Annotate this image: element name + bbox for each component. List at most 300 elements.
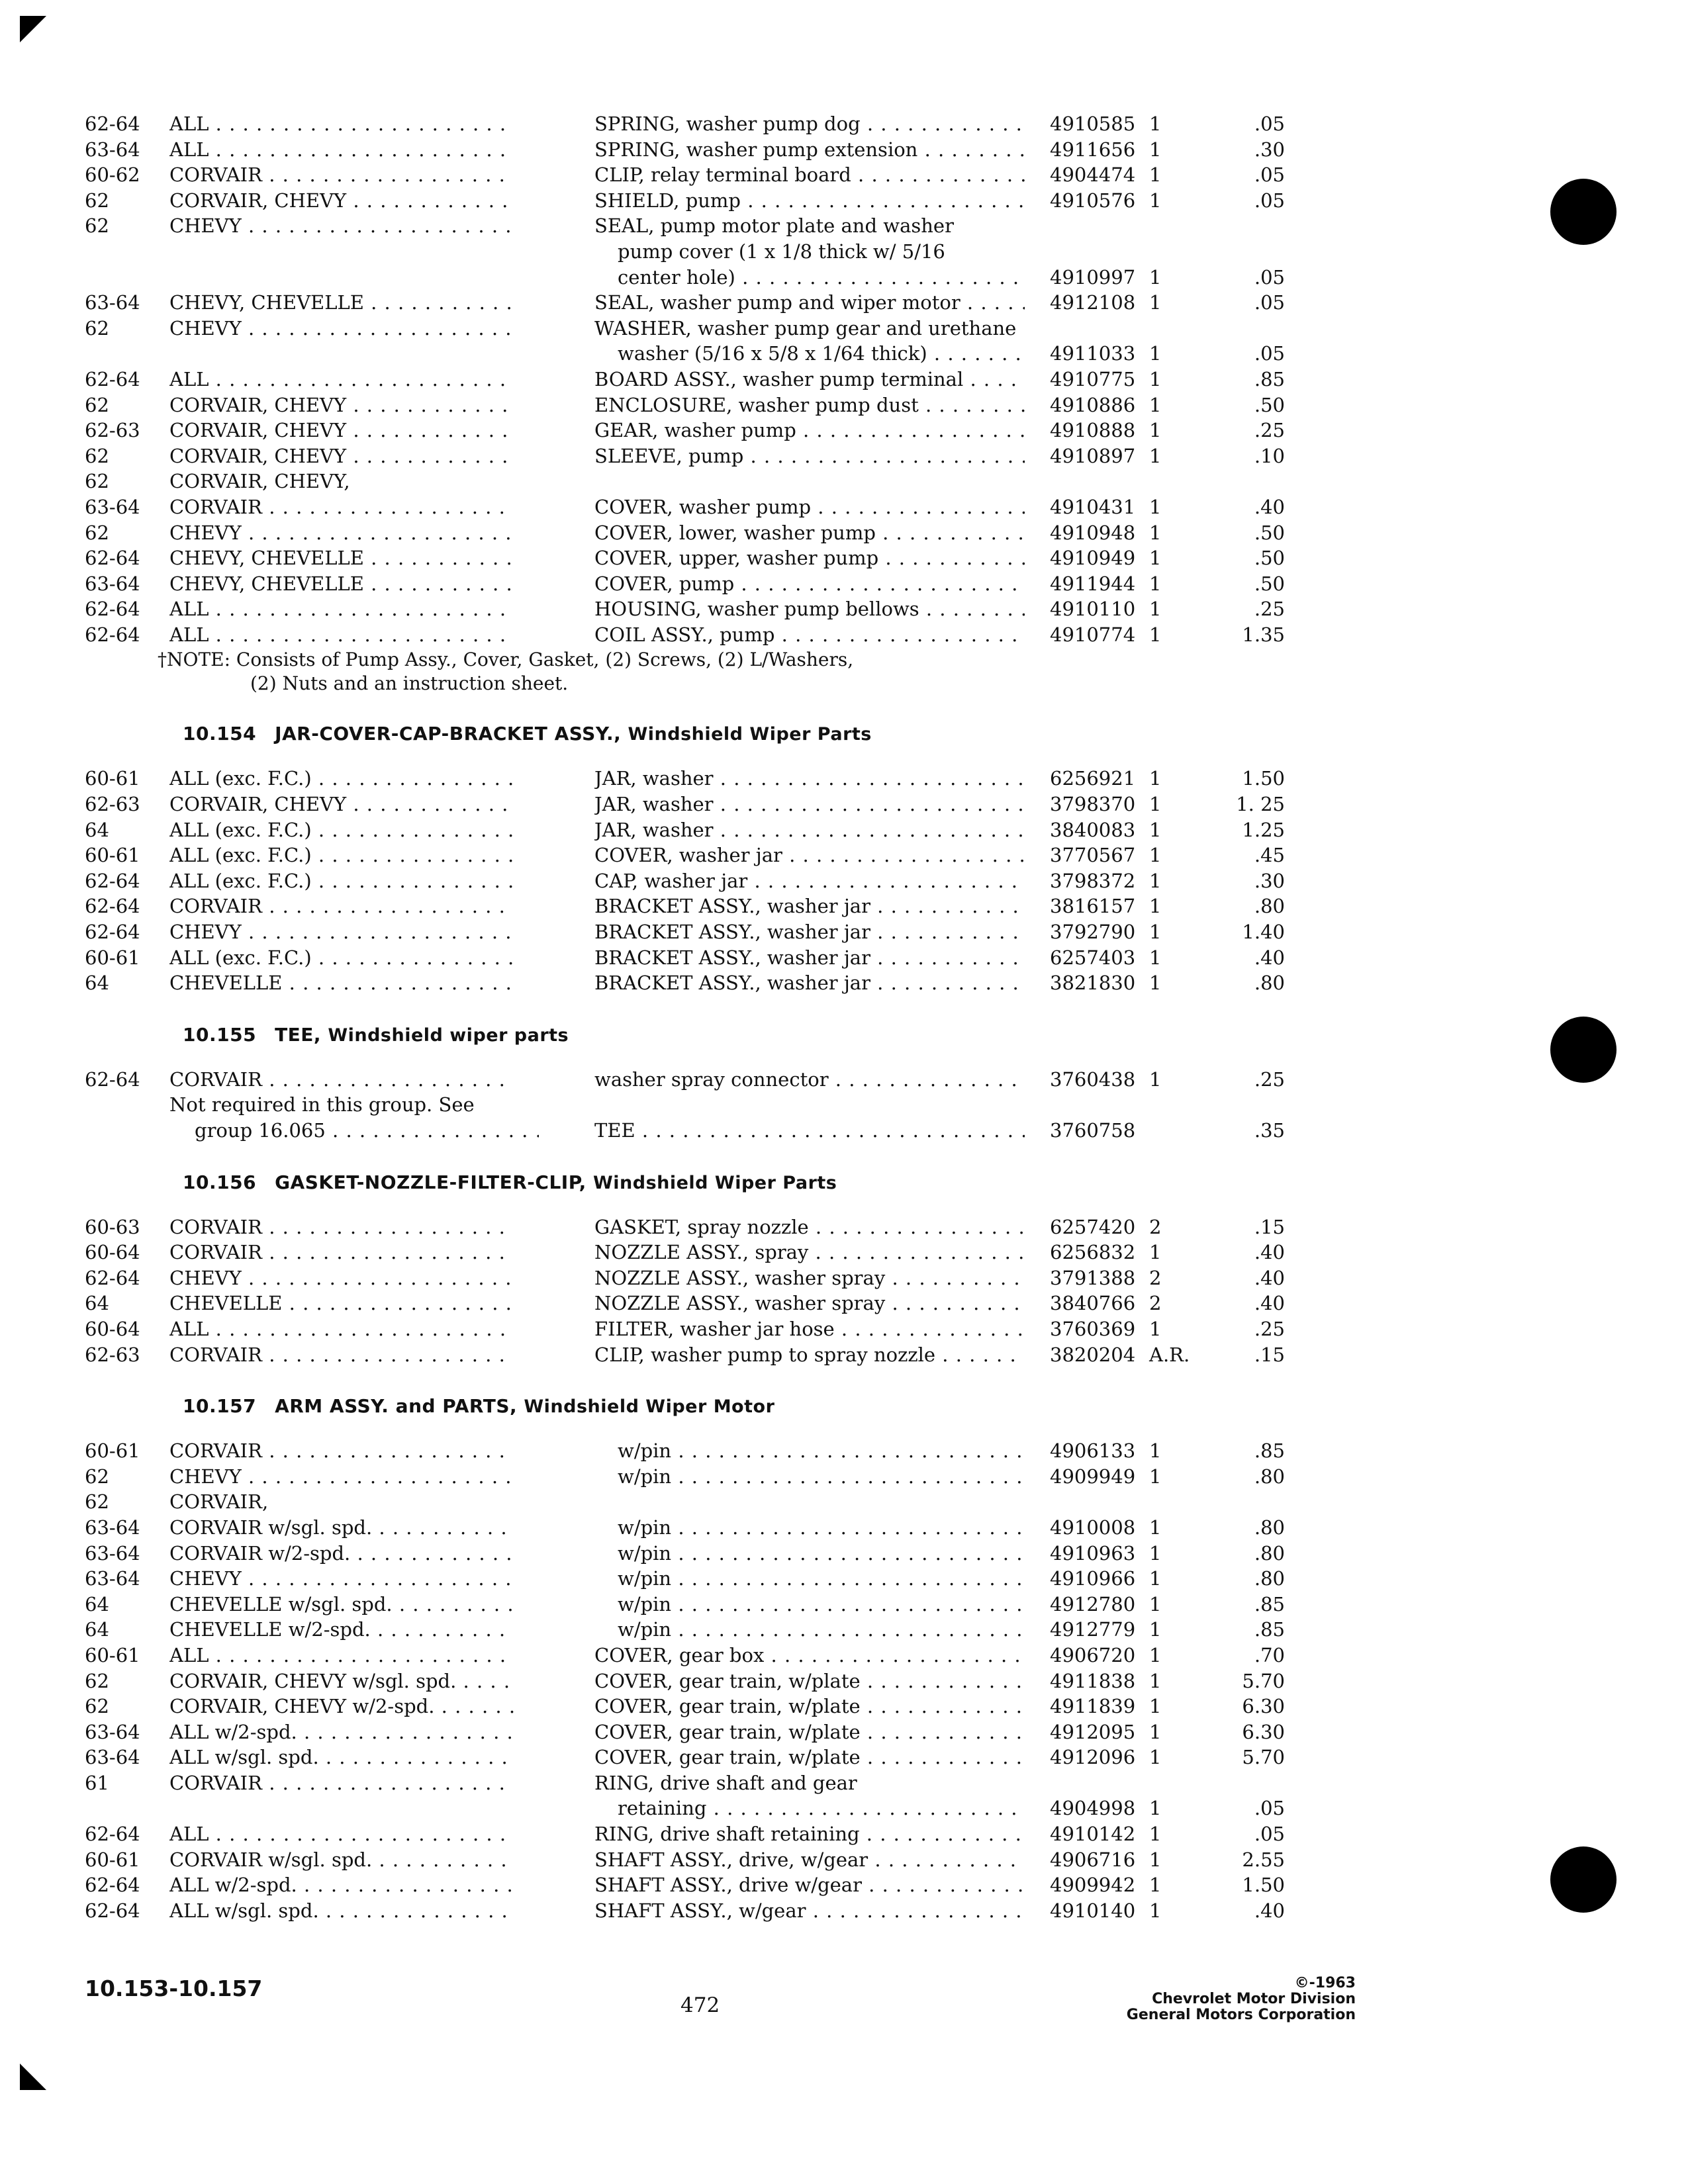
model-cell: CHEVY, CHEVELLE . . . bbox=[169, 545, 514, 571]
year-cell: 62 bbox=[85, 470, 109, 493]
section-number: 10.154 bbox=[183, 723, 257, 745]
price-cell: .50 bbox=[1254, 572, 1285, 595]
price-cell: .05 bbox=[1254, 189, 1285, 212]
model-cell: CHEVY, CHEVELLE . . . bbox=[169, 571, 514, 597]
model-cell: CHEVY . . . bbox=[169, 316, 514, 341]
quantity-cell: 1 bbox=[1149, 393, 1162, 416]
parts-row bbox=[85, 766, 1303, 792]
parts-row bbox=[85, 1898, 1303, 1924]
part-number-cell: 3792790 bbox=[1050, 921, 1136, 944]
section bbox=[85, 723, 1303, 995]
parts-row bbox=[85, 1719, 1303, 1745]
model-cell: CHEVY, CHEVELLE . . . bbox=[169, 290, 514, 316]
binder-hole-bottom bbox=[1550, 1846, 1617, 1913]
quantity-cell: 1 bbox=[1149, 623, 1162, 646]
year-cell: 62-64 bbox=[85, 1266, 140, 1289]
description-cell: BOARD ASSY., washer pump terminal . . . bbox=[594, 367, 1025, 392]
section-subtitle: Windshield wiper parts bbox=[328, 1024, 569, 1046]
model-cell: CORVAIR, CHEVY . . . bbox=[169, 443, 514, 469]
price-cell: .50 bbox=[1254, 393, 1285, 416]
part-number-cell: 3791388 bbox=[1050, 1266, 1136, 1289]
description-cell: COVER, gear train, w/plate . . . bbox=[594, 1745, 1025, 1770]
parts-row bbox=[85, 571, 1303, 597]
parts-row bbox=[85, 1438, 1303, 1464]
parts-row bbox=[85, 1464, 1303, 1490]
quantity-cell: 1 bbox=[1149, 1516, 1162, 1539]
description-cell: COVER, gear train, w/plate . . . bbox=[594, 1668, 1025, 1694]
parts-row bbox=[85, 596, 1303, 622]
quantity-cell: 1 bbox=[1149, 869, 1162, 892]
model-cell: ALL (exc. F.C.) . . . bbox=[169, 842, 514, 868]
note-line: †NOTE: Consists of Pump Assy., Cover, Gasket, (2) Screws, (2) L/Washers, bbox=[158, 649, 854, 671]
parts-row bbox=[85, 945, 1303, 971]
price-cell: .40 bbox=[1254, 1292, 1285, 1315]
price-cell: .85 bbox=[1254, 367, 1285, 390]
description-cell: FILTER, washer jar hose . . . bbox=[594, 1316, 1025, 1342]
section-heading bbox=[183, 1171, 1303, 1193]
parts-row bbox=[85, 213, 1303, 239]
price-cell: .25 bbox=[1254, 419, 1285, 442]
year-cell: 62 bbox=[85, 1465, 109, 1488]
part-number-cell: 4911838 bbox=[1050, 1669, 1136, 1692]
parts-list bbox=[85, 111, 1303, 1923]
price-cell: .50 bbox=[1254, 521, 1285, 544]
year-cell: 62 bbox=[85, 521, 109, 544]
part-number-cell: 3840766 bbox=[1050, 1292, 1136, 1315]
price-cell: .80 bbox=[1254, 1541, 1285, 1565]
price-cell: .05 bbox=[1254, 1797, 1285, 1820]
section-title: JAR-COVER-CAP-BRACKET ASSY., bbox=[275, 723, 622, 745]
year-cell: 62-64 bbox=[85, 869, 140, 892]
quantity-cell: 1 bbox=[1149, 1618, 1162, 1641]
description-cell: SHAFT ASSY., drive w/gear . . . bbox=[594, 1872, 1025, 1898]
price-cell: .40 bbox=[1254, 495, 1285, 518]
section-range: 10.153-10.157 bbox=[85, 1976, 263, 2001]
quantity-cell: 1 bbox=[1149, 1317, 1162, 1340]
description-cell: ENCLOSURE, washer pump dust . . . bbox=[594, 392, 1025, 418]
part-number-cell: 4911944 bbox=[1050, 572, 1136, 595]
price-cell: .80 bbox=[1254, 1567, 1285, 1590]
description-cell: w/pin . . . bbox=[594, 1541, 1025, 1567]
description-cell: NOZZLE ASSY., spray . . . bbox=[594, 1240, 1025, 1265]
part-number-cell: 4910585 bbox=[1050, 113, 1136, 135]
section-heading bbox=[183, 723, 1303, 745]
description-cell: GASKET, spray nozzle . . . bbox=[594, 1214, 1025, 1240]
price-cell: .70 bbox=[1254, 1643, 1285, 1666]
parts-row bbox=[85, 1489, 1303, 1515]
parts-row bbox=[85, 494, 1303, 520]
price-cell: .85 bbox=[1254, 1618, 1285, 1641]
price-cell: 1.40 bbox=[1242, 921, 1285, 944]
description-cell: CLIP, relay terminal board . . . bbox=[594, 162, 1025, 188]
quantity-cell: 1 bbox=[1149, 844, 1162, 867]
price-cell: .80 bbox=[1254, 895, 1285, 918]
year-cell: 62 bbox=[85, 393, 109, 416]
quantity-cell: 1 bbox=[1149, 1541, 1162, 1565]
year-cell: 64 bbox=[85, 1292, 109, 1315]
description-cell: COVER, gear box . . . bbox=[594, 1643, 1025, 1668]
parts-row bbox=[85, 1541, 1303, 1567]
section-heading bbox=[183, 1024, 1303, 1046]
quantity-cell: 1 bbox=[1149, 138, 1162, 161]
description-cell: CLIP, washer pump to spray nozzle . . . bbox=[594, 1342, 1025, 1368]
year-cell: 63-64 bbox=[85, 1746, 140, 1769]
parts-row bbox=[85, 1092, 1303, 1118]
parts-row bbox=[85, 868, 1303, 894]
parts-row bbox=[85, 1118, 1303, 1144]
section-heading bbox=[183, 1395, 1303, 1417]
section-number: 10.156 bbox=[183, 1171, 257, 1193]
quantity-cell: 2 bbox=[1149, 1266, 1162, 1289]
quantity-cell: 1 bbox=[1149, 1695, 1162, 1718]
price-cell: .40 bbox=[1254, 1241, 1285, 1264]
year-cell: 62 bbox=[85, 316, 109, 340]
quantity-cell: 1 bbox=[1149, 342, 1162, 365]
description-cell: BRACKET ASSY., washer jar . . . bbox=[594, 970, 1025, 996]
year-cell: 62-63 bbox=[85, 1343, 140, 1366]
description-cell: washer spray connector . . . bbox=[594, 1067, 1025, 1093]
model-cell: CHEVY . . . bbox=[169, 520, 514, 546]
part-number-cell: 4910142 bbox=[1050, 1823, 1136, 1846]
price-cell: .15 bbox=[1254, 1343, 1285, 1366]
part-number-cell: 4910897 bbox=[1050, 444, 1136, 467]
year-cell: 62-64 bbox=[85, 367, 140, 390]
part-number-cell: 3816157 bbox=[1050, 895, 1136, 918]
model-cell: group 16.065 . . . bbox=[169, 1118, 539, 1144]
price-cell: .05 bbox=[1254, 342, 1285, 365]
price-cell: .40 bbox=[1254, 1266, 1285, 1289]
quantity-cell: 1 bbox=[1149, 419, 1162, 442]
parts-row bbox=[85, 137, 1303, 163]
model-cell: CHEVY . . . bbox=[169, 1464, 514, 1490]
quantity-cell: 1 bbox=[1149, 972, 1162, 995]
description-cell: HOUSING, washer pump bellows . . . bbox=[594, 596, 1025, 622]
price-cell: .05 bbox=[1254, 1823, 1285, 1846]
parts-row bbox=[85, 367, 1303, 392]
year-cell: 62 bbox=[85, 444, 109, 467]
year-cell: 60-61 bbox=[85, 1848, 140, 1871]
price-cell: .25 bbox=[1254, 1317, 1285, 1340]
quantity-cell: 2 bbox=[1149, 1215, 1162, 1238]
model-cell: CORVAIR . . . bbox=[169, 1214, 514, 1240]
model-cell: ALL . . . bbox=[169, 1643, 514, 1668]
quantity-cell: 1 bbox=[1149, 793, 1162, 816]
parts-row bbox=[85, 111, 1303, 137]
description-cell: washer (5/16 x 5/8 x 1/64 thick) . . . bbox=[594, 341, 1025, 367]
model-cell: ALL (exc. F.C.) . . . bbox=[169, 868, 514, 894]
model-cell: CORVAIR . . . bbox=[169, 1067, 514, 1093]
year-cell: 62 bbox=[85, 1490, 109, 1514]
description-cell: w/pin . . . bbox=[594, 1592, 1025, 1617]
price-cell: .05 bbox=[1254, 291, 1285, 314]
description-cell: SLEEVE, pump . . . bbox=[594, 443, 1025, 469]
price-cell: 1.35 bbox=[1242, 623, 1285, 646]
year-cell: 64 bbox=[85, 818, 109, 841]
price-cell: .25 bbox=[1254, 598, 1285, 621]
year-cell: 62-64 bbox=[85, 1874, 140, 1897]
part-number-cell: 4912779 bbox=[1050, 1618, 1136, 1641]
price-cell: .35 bbox=[1254, 1119, 1285, 1142]
part-number-cell: 4904998 bbox=[1050, 1797, 1136, 1820]
price-cell: .10 bbox=[1254, 444, 1285, 467]
description-cell: GEAR, washer pump . . . bbox=[594, 418, 1025, 443]
model-cell: ALL (exc. F.C.) . . . bbox=[169, 817, 514, 843]
parts-row bbox=[85, 1592, 1303, 1617]
year-cell: 62-64 bbox=[85, 598, 140, 621]
quantity-cell: 1 bbox=[1149, 265, 1162, 289]
price-cell: .40 bbox=[1254, 1899, 1285, 1922]
parts-row bbox=[85, 1342, 1303, 1368]
description-cell: SPRING, washer pump extension . . . bbox=[594, 137, 1025, 163]
quantity-cell: 1 bbox=[1149, 767, 1162, 790]
year-cell: 60-61 bbox=[85, 844, 140, 867]
section-title: ARM ASSY. and PARTS, bbox=[275, 1395, 518, 1418]
price-cell: .40 bbox=[1254, 946, 1285, 969]
parts-row bbox=[85, 842, 1303, 868]
parts-row bbox=[85, 1796, 1303, 1821]
section-subtitle: Windshield Wiper Parts bbox=[592, 1172, 837, 1193]
year-cell: 62 bbox=[85, 1695, 109, 1718]
parts-row bbox=[85, 392, 1303, 418]
model-cell: ALL (exc. F.C.) . . . bbox=[169, 766, 514, 792]
part-number-cell: 3760369 bbox=[1050, 1317, 1136, 1340]
model-cell: ALL . . . bbox=[169, 596, 514, 622]
quantity-cell: 1 bbox=[1149, 1848, 1162, 1871]
part-number-cell: 4910949 bbox=[1050, 547, 1136, 570]
part-number-cell: 4906716 bbox=[1050, 1848, 1136, 1871]
model-cell: CORVAIR . . . bbox=[169, 1770, 514, 1796]
part-number-cell: 4910576 bbox=[1050, 189, 1136, 212]
description-cell: TEE . . . bbox=[594, 1118, 1025, 1144]
description-cell: COIL ASSY., pump . . . bbox=[594, 622, 1025, 648]
description-cell: WASHER, washer pump gear and urethane bbox=[594, 316, 1017, 340]
parts-row bbox=[85, 1770, 1303, 1796]
model-cell: ALL w/2-spd. . . . bbox=[169, 1872, 514, 1898]
description-cell: SHAFT ASSY., w/gear . . . bbox=[594, 1898, 1025, 1924]
section-title: GASKET-NOZZLE-FILTER-CLIP, bbox=[275, 1171, 586, 1193]
model-cell: CORVAIR w/sgl. spd. . . . bbox=[169, 1515, 514, 1541]
model-cell: ALL . . . bbox=[169, 1821, 514, 1847]
part-number-cell: 4912096 bbox=[1050, 1746, 1136, 1769]
quantity-cell: 1 bbox=[1149, 1720, 1162, 1743]
part-number-cell: 4910110 bbox=[1050, 598, 1136, 621]
description-cell: SPRING, washer pump dog . . . bbox=[594, 111, 1025, 137]
year-cell: 63-64 bbox=[85, 572, 140, 595]
quantity-cell: 1 bbox=[1149, 921, 1162, 944]
quantity-cell: 1 bbox=[1149, 291, 1162, 314]
section-number: 10.157 bbox=[183, 1395, 257, 1418]
part-number-cell: 4912095 bbox=[1050, 1720, 1136, 1743]
description-cell: JAR, washer . . . bbox=[594, 817, 1025, 843]
price-cell: .85 bbox=[1254, 1439, 1285, 1463]
parts-row bbox=[85, 1745, 1303, 1770]
page-number: 472 bbox=[680, 1993, 720, 2017]
model-cell: ALL . . . bbox=[169, 1316, 514, 1342]
part-number-cell: 4909942 bbox=[1050, 1874, 1136, 1897]
price-cell: 6.30 bbox=[1242, 1695, 1285, 1718]
quantity-cell: 1 bbox=[1149, 163, 1162, 187]
parts-row bbox=[85, 1316, 1303, 1342]
quantity-cell: 1 bbox=[1149, 1592, 1162, 1615]
part-number-cell: 4912780 bbox=[1050, 1592, 1136, 1615]
quantity-cell: 1 bbox=[1149, 1874, 1162, 1897]
section-subtitle: Windshield Wiper Motor bbox=[524, 1396, 775, 1418]
quantity-cell: 1 bbox=[1149, 113, 1162, 135]
description-cell: RING, drive shaft retaining . . . bbox=[594, 1821, 1025, 1847]
section bbox=[85, 1395, 1303, 1923]
corporation: General Motors Corporation bbox=[1126, 2007, 1356, 2023]
model-cell: ALL w/2-spd. . . . bbox=[169, 1719, 514, 1745]
quantity-cell: 1 bbox=[1149, 1439, 1162, 1463]
price-cell: 5.70 bbox=[1242, 1746, 1285, 1769]
section-subtitle: Windshield Wiper Parts bbox=[628, 724, 872, 745]
description-cell: SHIELD, pump . . . bbox=[594, 188, 1025, 214]
year-cell: 63-64 bbox=[85, 1720, 140, 1743]
description-cell: retaining . . . bbox=[594, 1796, 1025, 1821]
price-cell: .05 bbox=[1254, 265, 1285, 289]
parts-row bbox=[85, 919, 1303, 945]
model-cell: ALL . . . bbox=[169, 367, 514, 392]
parts-row bbox=[85, 1515, 1303, 1541]
model-cell: ALL . . . bbox=[169, 622, 514, 648]
part-number-cell: 6257403 bbox=[1050, 946, 1136, 969]
registration-mark-bottom bbox=[20, 2064, 46, 2090]
year-cell: 62 bbox=[85, 189, 109, 212]
year-cell: 63-64 bbox=[85, 138, 140, 161]
year-cell: 62-64 bbox=[85, 1899, 140, 1922]
parts-row bbox=[85, 290, 1303, 316]
model-cell: ALL w/sgl. spd. . . . bbox=[169, 1745, 514, 1770]
year-cell: 60-61 bbox=[85, 946, 140, 969]
model-cell: CORVAIR . . . bbox=[169, 494, 514, 520]
year-cell: 64 bbox=[85, 1592, 109, 1615]
description-cell: NOZZLE ASSY., washer spray . . . bbox=[594, 1265, 1025, 1291]
parts-row bbox=[85, 316, 1303, 341]
model-cell: ALL . . . bbox=[169, 137, 514, 163]
parts-row bbox=[85, 1694, 1303, 1719]
model-cell: CHEVY . . . bbox=[169, 919, 514, 945]
part-number-cell: 4910774 bbox=[1050, 623, 1136, 646]
price-cell: 6.30 bbox=[1242, 1720, 1285, 1743]
description-cell: w/pin . . . bbox=[594, 1617, 1025, 1643]
part-number-cell: 4910966 bbox=[1050, 1567, 1136, 1590]
description-cell: w/pin . . . bbox=[594, 1515, 1025, 1541]
parts-row bbox=[85, 970, 1303, 996]
year-cell: 63-64 bbox=[85, 1541, 140, 1565]
parts-row bbox=[85, 893, 1303, 919]
parts-row bbox=[85, 341, 1303, 367]
quantity-cell: 1 bbox=[1149, 1669, 1162, 1692]
quantity-cell: 1 bbox=[1149, 1899, 1162, 1922]
part-number-cell: 4910431 bbox=[1050, 495, 1136, 518]
registration-mark-top bbox=[20, 16, 46, 42]
part-number-cell: 4911033 bbox=[1050, 342, 1136, 365]
year-cell: 63-64 bbox=[85, 291, 140, 314]
parts-row bbox=[85, 1872, 1303, 1898]
model-cell: CORVAIR, CHEVY . . . bbox=[169, 392, 514, 418]
part-number-cell: 4910775 bbox=[1050, 367, 1136, 390]
quantity-cell: 1 bbox=[1149, 547, 1162, 570]
description-cell: NOZZLE ASSY., washer spray . . . bbox=[594, 1291, 1025, 1316]
division: Chevrolet Motor Division bbox=[1152, 1991, 1356, 2007]
parts-row bbox=[85, 1291, 1303, 1316]
year-cell: 62-63 bbox=[85, 419, 140, 442]
description-cell: JAR, washer . . . bbox=[594, 766, 1025, 792]
parts-row bbox=[85, 443, 1303, 469]
price-cell: .85 bbox=[1254, 1592, 1285, 1615]
year-cell: 62-64 bbox=[85, 1068, 140, 1091]
parts-row bbox=[85, 1265, 1303, 1291]
description-cell: w/pin . . . bbox=[594, 1464, 1025, 1490]
section bbox=[85, 1171, 1303, 1368]
model-cell: ALL w/sgl. spd. . . . bbox=[169, 1898, 514, 1924]
year-cell: 60-64 bbox=[85, 1241, 140, 1264]
model-cell: CHEVY . . . bbox=[169, 1265, 514, 1291]
price-cell: 5.70 bbox=[1242, 1669, 1285, 1692]
quantity-cell: 1 bbox=[1149, 1746, 1162, 1769]
quantity-cell: A.R. bbox=[1149, 1343, 1190, 1366]
year-cell: 64 bbox=[85, 972, 109, 995]
part-number-cell: 4910963 bbox=[1050, 1541, 1136, 1565]
quantity-cell: 1 bbox=[1149, 818, 1162, 841]
description-cell: center hole) . . . bbox=[594, 265, 1025, 291]
year-cell: 60-64 bbox=[85, 1317, 140, 1340]
model-cell: CHEVY . . . bbox=[169, 1566, 514, 1592]
description-cell: JAR, washer . . . bbox=[594, 792, 1025, 817]
model-cell: Not required in this group. See bbox=[169, 1093, 475, 1116]
part-number-cell: 4910948 bbox=[1050, 521, 1136, 544]
quantity-cell: 1 bbox=[1149, 1068, 1162, 1091]
year-cell: 62-64 bbox=[85, 1823, 140, 1846]
part-number-cell: 6256921 bbox=[1050, 767, 1136, 790]
description-cell: COVER, washer jar . . . bbox=[594, 842, 1025, 868]
quantity-cell: 1 bbox=[1149, 572, 1162, 595]
year-cell: 61 bbox=[85, 1771, 109, 1794]
part-number-cell: 4912108 bbox=[1050, 291, 1136, 314]
price-cell: 2.55 bbox=[1242, 1848, 1285, 1871]
year-cell: 62 bbox=[85, 1669, 109, 1692]
parts-row bbox=[85, 239, 1303, 265]
part-number-cell: 3798372 bbox=[1050, 869, 1136, 892]
price-cell: 1.50 bbox=[1242, 767, 1285, 790]
model-cell: CORVAIR, CHEVY w/2-spd. . . . bbox=[169, 1694, 514, 1719]
section bbox=[85, 1024, 1303, 1144]
part-number-cell: 6256832 bbox=[1050, 1241, 1136, 1264]
part-number-cell: 3760758 bbox=[1050, 1119, 1136, 1142]
price-cell: 1.50 bbox=[1242, 1874, 1285, 1897]
year-cell: 63-64 bbox=[85, 1516, 140, 1539]
part-number-cell: 4906133 bbox=[1050, 1439, 1136, 1463]
parts-row bbox=[85, 1847, 1303, 1873]
binder-hole-middle bbox=[1550, 1017, 1617, 1083]
description-cell: COVER, pump . . . bbox=[594, 571, 1025, 597]
parts-row bbox=[85, 817, 1303, 843]
year-cell: 62-64 bbox=[85, 113, 140, 135]
part-number-cell: 4904474 bbox=[1050, 163, 1136, 187]
model-cell: CORVAIR, CHEVY . . . bbox=[169, 418, 514, 443]
description-cell: SEAL, pump motor plate and washer bbox=[594, 214, 954, 238]
parts-row bbox=[85, 1617, 1303, 1643]
model-cell: CORVAIR, CHEVY w/sgl. spd. . . . bbox=[169, 1668, 514, 1694]
model-cell: CHEVELLE . . . bbox=[169, 970, 514, 996]
model-cell: CHEVELLE w/2-spd. . . . bbox=[169, 1617, 514, 1643]
parts-row bbox=[85, 1668, 1303, 1694]
year-cell: 62-64 bbox=[85, 547, 140, 570]
price-cell: .30 bbox=[1254, 138, 1285, 161]
quantity-cell: 2 bbox=[1149, 1292, 1162, 1315]
parts-row bbox=[85, 545, 1303, 571]
price-cell: .80 bbox=[1254, 1465, 1285, 1488]
